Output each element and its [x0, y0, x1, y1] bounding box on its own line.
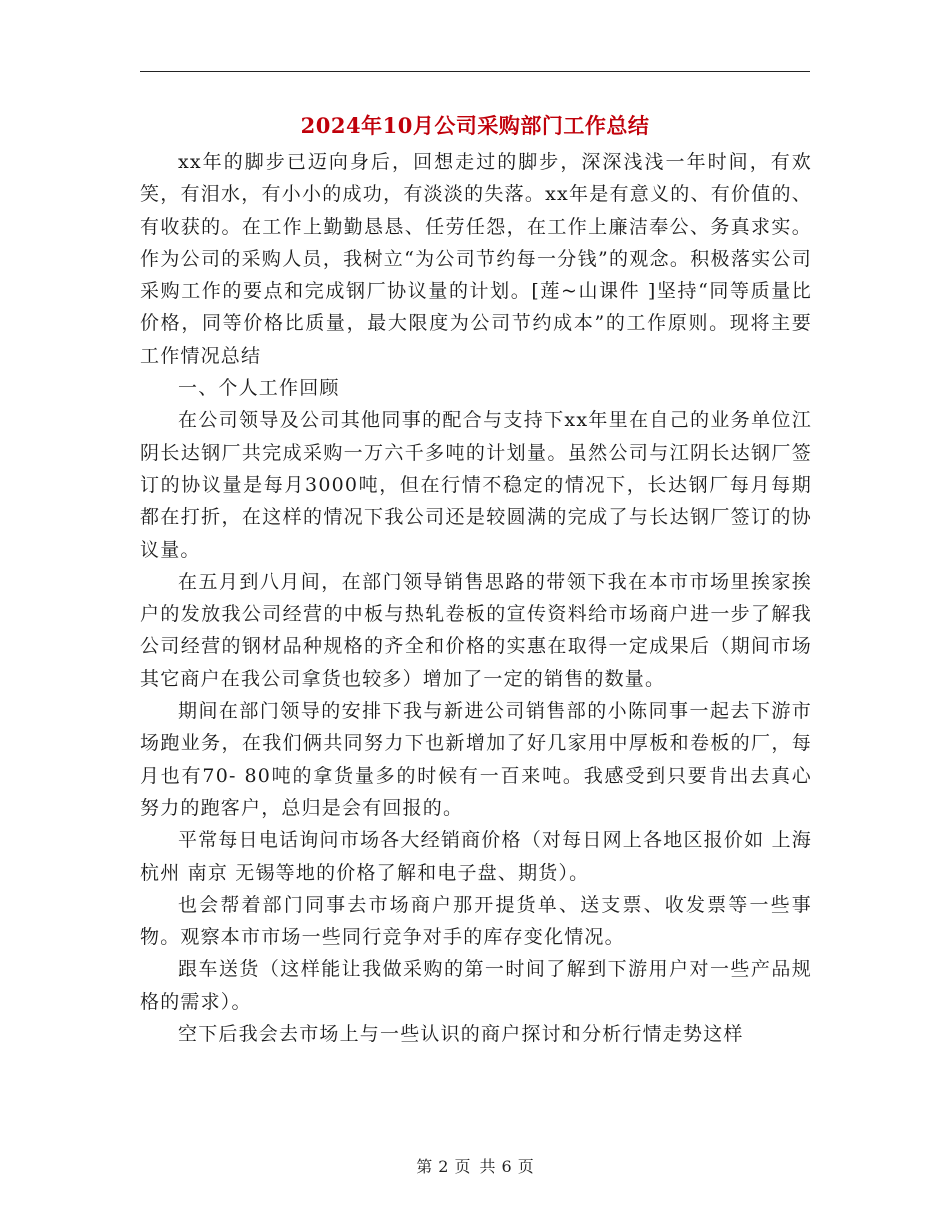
paragraph: 期间在部门领导的安排下我与新进公司销售部的小陈同事一起去下游市场跑业务，在我们俩共同努力下也新增加了好几家用中厚板和卷板的厂，每月也有70- 80吨的拿货量多的时候有一百来吨。我感受到只要肯出去真心努力的跑客户，总归是会有回报的。: [140, 700, 812, 819]
page-label-mid: 页 共: [454, 1157, 496, 1176]
page-label-prefix: 第: [416, 1157, 433, 1176]
page-footer: [0, 1154, 950, 1177]
current-page-number: 2: [438, 1157, 449, 1176]
header-rule: [140, 71, 810, 72]
section-heading: 一、个人工作回顾: [178, 377, 340, 400]
total-pages-number: 6: [501, 1157, 512, 1176]
paragraph: 跟车送货（这样能让我做采购的第一时间了解到下游用户对一些产品规格的需求）。: [140, 958, 812, 1013]
paragraph: 在五月到八月间，在部门领导销售思路的带领下我在本市市场里挨家挨户的发放我公司经营的中板与热轧卷板的宣传资料给市场商户进一步了解我公司经营的钢材品种规格的齐全和价格的实惠在取得一定成果后（期间市场其它商户在我公司拿货也较多）增加了一定的销售的数量。: [140, 570, 812, 690]
document-body: [140, 146, 812, 1050]
paragraph: 平常每日电话询问市场各大经销商价格（对每日网上各地区报价如 上海杭州 南京 无锡等地的价格了解和电子盘、期货）。: [140, 829, 812, 884]
paragraph-intro: xx年的脚步已迈向身后，回想走过的脚步，深深浅浅一年时间，有欢笑，有泪水，有小小的成功，有淡淡的失落。xx年是有意义的、有价值的、有收获的。在工作上勤勤恳恳、任劳任怨，在工作上廉洁奉公、务真求实。作为公司的采购人员，我树立“为公司节约每一分钱”的观念。积极落实公司采购工作的要点和完成钢厂协议量的计划。[莲~山课件 ]坚持“同等质量比价格，同等价格比质量，最大限度为公司节约成本”的工作原则。现将主要工作情况总结: [140, 151, 812, 367]
page-label-suffix: 页: [517, 1157, 534, 1176]
paragraph: 在公司领导及公司其他同事的配合与支持下xx年里在自己的业务单位江阴长达钢厂共完成采购一万六千多吨的计划量。虽然公司与江阴长达钢厂签订的协议量是每月3000吨，但在行情不稳定的情况下，长达钢厂每月每期都在打折，在这样的情况下我公司还是较圆满的完成了与长达钢厂签订的协议量。: [140, 409, 812, 561]
paragraph: 也会帮着部门同事去市场商户那开提货单、送支票、收发票等一些事物。观察本市市场一些同行竞争对手的库存变化情况。: [140, 893, 812, 949]
paragraph: 空下后我会去市场上与一些认识的商户探讨和分析行情走势这样: [178, 1023, 744, 1046]
document-title: 2024年10月公司采购部门工作总结: [300, 113, 650, 138]
